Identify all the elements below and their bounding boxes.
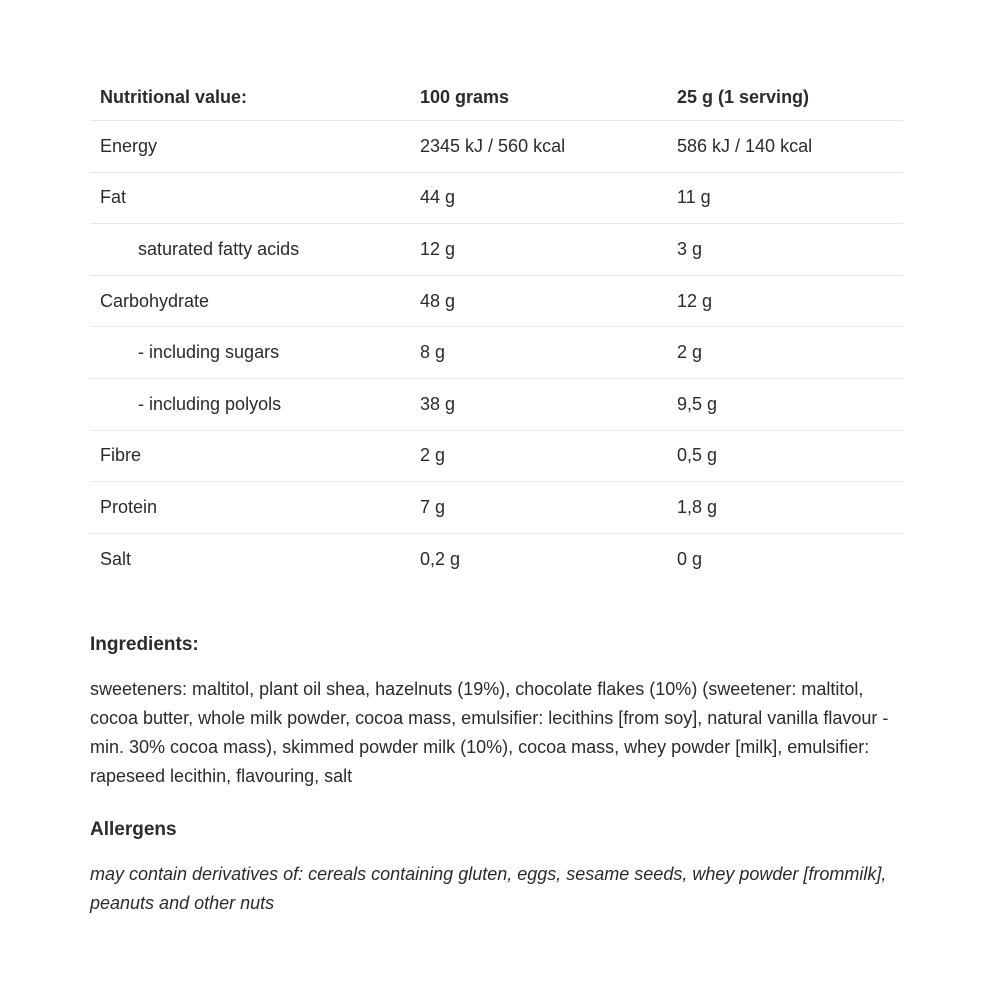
row-value-serving: 9,5 g (677, 393, 718, 414)
header-per-serving: 25 g (1 serving) (677, 87, 810, 107)
row-value-per100: 0,2 g (420, 549, 461, 570)
row-label: Fibre (100, 445, 142, 466)
row-label: saturated fatty acids (138, 238, 300, 259)
nutrition-row-saturated-fatty-acids (90, 224, 903, 276)
row-value-serving: 2 g (677, 342, 703, 363)
header-nutritional-value: Nutritional value: (100, 87, 248, 107)
ingredients-text: sweeteners: maltitol, plant oil shea, hazelnuts (19%), chocolate flakes (10%) (sweetener: maltitol, cocoa butter, whole milk powder, cocoa mass, emulsifier: lecithins [from soy], natural vanilla flavour - min. 30% cocoa mass), skimmed powder milk (10%), cocoa mass, whey powder [milk], emulsifier: rapeseed lecithin, flavouring, salt (90, 679, 889, 787)
nutrition-row-including-polyols (90, 379, 903, 431)
row-value-per100: 7 g (420, 496, 446, 517)
product-details (90, 75, 903, 918)
nutrition-row-fat (90, 173, 903, 225)
nutrition-row-including-sugars (90, 327, 903, 379)
row-value-per100: 8 g (420, 342, 446, 363)
nutrition-row-protein (90, 482, 903, 534)
row-value-serving: 11 g (677, 187, 711, 208)
row-label: - including polyols (138, 393, 282, 414)
nutrition-row-energy (90, 121, 903, 173)
nutrition-table (90, 75, 903, 585)
row-label: Protein (100, 496, 158, 517)
row-label: Energy (100, 135, 158, 156)
nutrition-row-carbohydrate (90, 276, 903, 328)
row-value-per100: 2 g (420, 445, 446, 466)
row-value-per100: 44 g (420, 187, 456, 208)
row-value-serving: 0 g (677, 549, 703, 570)
header-per-100-grams: 100 grams (420, 87, 510, 107)
row-value-per100: 12 g (420, 238, 456, 259)
row-value-serving: 586 kJ / 140 kcal (677, 135, 813, 156)
row-value-serving: 3 g (677, 238, 703, 259)
row-label: Salt (100, 549, 132, 570)
allergens-text: may contain derivatives of: cereals containing gluten, eggs, sesame seeds, whey powder [frommilk], peanuts and other nuts (90, 864, 887, 914)
row-value-per100: 38 g (420, 393, 456, 414)
nutrition-row-fibre (90, 431, 903, 483)
row-label: - including sugars (138, 342, 280, 363)
row-value-serving: 0,5 g (677, 445, 718, 466)
nutrition-row-salt (90, 534, 903, 586)
ingredients-heading: Ingredients: (90, 634, 199, 656)
row-value-serving: 12 g (677, 290, 713, 311)
nutrition-table-header-row (90, 75, 903, 121)
row-label: Carbohydrate (100, 290, 210, 311)
row-value-per100: 48 g (420, 290, 456, 311)
row-value-per100: 2345 kJ / 560 kcal (420, 135, 566, 156)
allergens-heading: Allergens (90, 819, 177, 841)
row-label: Fat (100, 187, 127, 208)
row-value-serving: 1,8 g (677, 496, 718, 517)
